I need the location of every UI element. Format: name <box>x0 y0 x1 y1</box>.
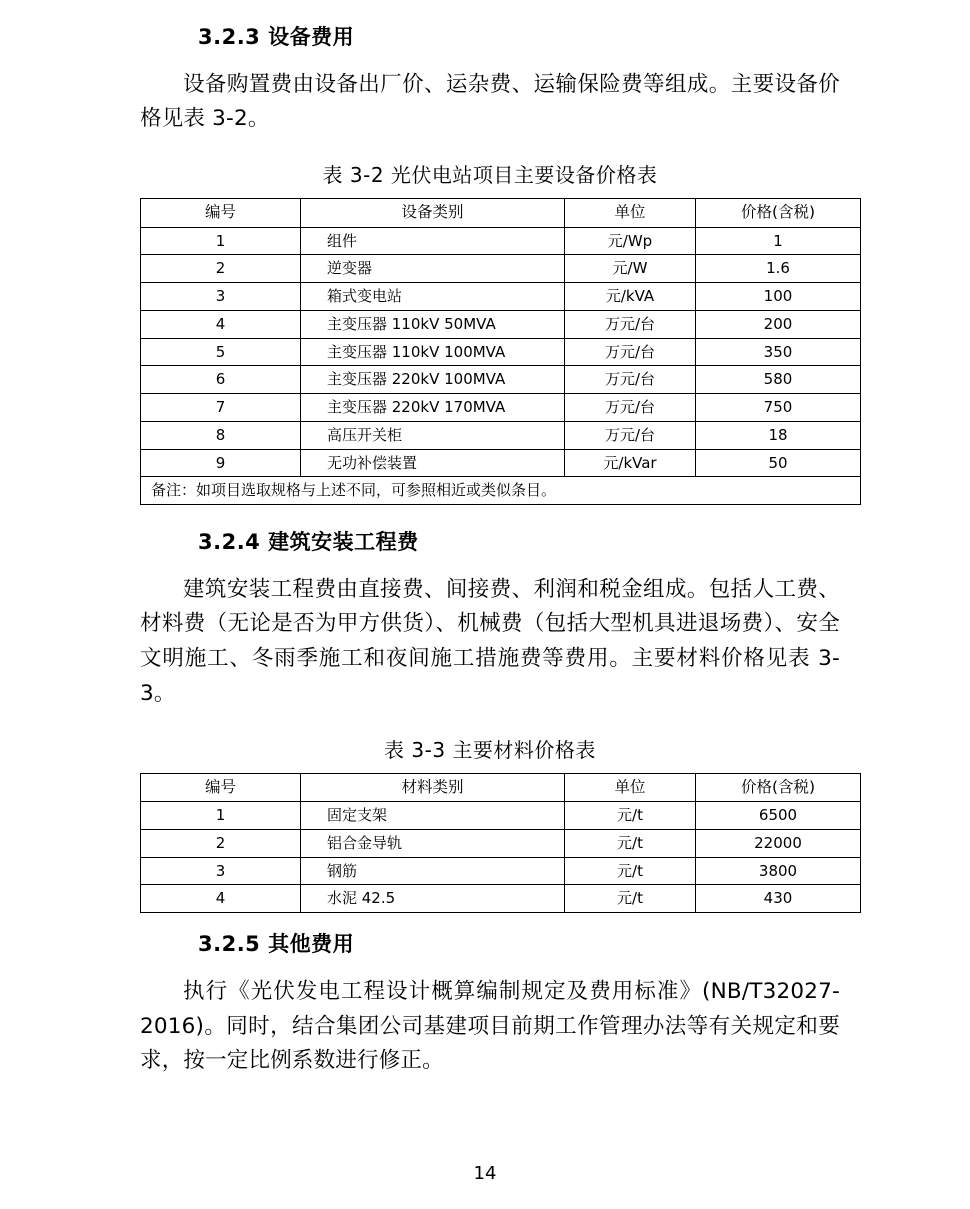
cell-price: 350 <box>696 338 861 366</box>
cell-category: 高压开关柜 <box>301 421 565 449</box>
cell-unit: 元/t <box>565 829 696 857</box>
cell-price: 100 <box>696 283 861 311</box>
cell-category: 水泥 42.5 <box>301 885 565 913</box>
table-row <box>141 227 861 255</box>
cell-category: 组件 <box>301 227 565 255</box>
page-number: 14 <box>473 1163 497 1184</box>
cell-price: 3800 <box>696 857 861 885</box>
table-note: 备注：如项目选取规格与上述不同，可参照相近或类似条目。 <box>141 477 861 505</box>
header-cell-no: 编号 <box>141 199 301 227</box>
cell-price: 200 <box>696 310 861 338</box>
table-row <box>141 885 861 913</box>
cell-no: 6 <box>141 366 301 394</box>
cell-price: 1.6 <box>696 255 861 283</box>
header-cell-no: 编号 <box>141 773 301 801</box>
table-caption-material: 表 3-3 主要材料价格表 <box>384 737 596 762</box>
table-equipment-head <box>141 199 861 227</box>
table-row <box>141 802 861 830</box>
header-cell-unit: 单位 <box>565 199 696 227</box>
cell-unit: 万元/台 <box>565 338 696 366</box>
table-row <box>141 421 861 449</box>
cell-price: 6500 <box>696 802 861 830</box>
cell-no: 4 <box>141 885 301 913</box>
cell-no: 4 <box>141 310 301 338</box>
cell-no: 1 <box>141 227 301 255</box>
paragraph-3-2-4: 建筑安装工程费由直接费、间接费、利润和税金组成。包括人工费、材料费（无论是否为甲方供货）、机械费（包括大型机具进退场费）、安全文明施工、冬雨季施工和夜间施工措施费等费用。主要材料价格见表 3-3。 <box>140 576 840 707</box>
cell-unit: 元/kVA <box>565 283 696 311</box>
table-row <box>141 283 861 311</box>
cell-category: 逆变器 <box>301 255 565 283</box>
header-cell-category: 材料类别 <box>301 773 565 801</box>
cell-price: 22000 <box>696 829 861 857</box>
cell-unit: 元/t <box>565 857 696 885</box>
table-row <box>141 449 861 477</box>
table-row <box>141 366 861 394</box>
cell-unit: 万元/台 <box>565 394 696 422</box>
table-equipment-prices <box>140 198 861 505</box>
cell-unit: 元/Wp <box>565 227 696 255</box>
cell-category: 箱式变电站 <box>301 283 565 311</box>
paragraph-3-2-5: 执行《光伏发电工程设计概算编制规定及费用标准》(NB/T32027-2016)。同时，结合集团公司基建项目前期工作管理办法等有关规定和要求，按一定比例系数进行修正。 <box>140 978 840 1074</box>
cell-no: 9 <box>141 449 301 477</box>
header-cell-category: 设备类别 <box>301 199 565 227</box>
cell-no: 3 <box>141 283 301 311</box>
cell-category: 铝合金导轨 <box>301 829 565 857</box>
cell-price: 580 <box>696 366 861 394</box>
cell-no: 5 <box>141 338 301 366</box>
cell-unit: 元/W <box>565 255 696 283</box>
cell-price: 430 <box>696 885 861 913</box>
cell-price: 50 <box>696 449 861 477</box>
cell-category: 主变压器 220kV 170MVA <box>301 394 565 422</box>
table-row <box>141 338 861 366</box>
cell-price: 750 <box>696 394 861 422</box>
header-cell-price: 价格(含税) <box>696 773 861 801</box>
cell-unit: 元/kVar <box>565 449 696 477</box>
table-row <box>141 857 861 885</box>
table-header-row <box>141 773 861 801</box>
cell-unit: 元/t <box>565 802 696 830</box>
cell-no: 8 <box>141 421 301 449</box>
paragraph-3-2-3: 设备购置费由设备出厂价、运杂费、运输保险费等组成。主要设备价格见表 3-2。 <box>140 71 840 132</box>
header-cell-unit: 单位 <box>565 773 696 801</box>
table-note-row <box>141 477 861 505</box>
cell-category: 无功补偿装置 <box>301 449 565 477</box>
table-material-body <box>141 802 861 913</box>
section-heading-3-2-3: 3.2.3 设备费用 <box>198 25 355 49</box>
cell-no: 2 <box>141 829 301 857</box>
cell-category: 主变压器 220kV 100MVA <box>301 366 565 394</box>
table-caption-equipment: 表 3-2 光伏电站项目主要设备价格表 <box>322 163 658 188</box>
cell-unit: 万元/台 <box>565 310 696 338</box>
table-row <box>141 829 861 857</box>
cell-price: 1 <box>696 227 861 255</box>
cell-unit: 万元/台 <box>565 421 696 449</box>
cell-no: 1 <box>141 802 301 830</box>
page-content <box>140 22 840 1087</box>
cell-category: 主变压器 110kV 50MVA <box>301 310 565 338</box>
section-heading-3-2-5: 3.2.5 其他费用 <box>198 932 355 957</box>
table-row <box>141 310 861 338</box>
cell-unit: 元/t <box>565 885 696 913</box>
cell-category: 主变压器 110kV 100MVA <box>301 338 565 366</box>
spacer <box>140 505 840 513</box>
cell-category: 钢筋 <box>301 857 565 885</box>
table-header-row <box>141 199 861 227</box>
table-equipment-body <box>141 227 861 505</box>
table-row <box>141 394 861 422</box>
table-row <box>141 255 861 283</box>
cell-no: 3 <box>141 857 301 885</box>
header-cell-price: 价格(含税) <box>696 199 861 227</box>
cell-unit: 万元/台 <box>565 366 696 394</box>
table-material-prices <box>140 773 861 913</box>
cell-category: 固定支架 <box>301 802 565 830</box>
table-material-head <box>141 773 861 801</box>
cell-no: 7 <box>141 394 301 422</box>
section-heading-3-2-4: 3.2.4 建筑安装工程费 <box>198 530 419 555</box>
cell-price: 18 <box>696 421 861 449</box>
cell-no: 2 <box>141 255 301 283</box>
